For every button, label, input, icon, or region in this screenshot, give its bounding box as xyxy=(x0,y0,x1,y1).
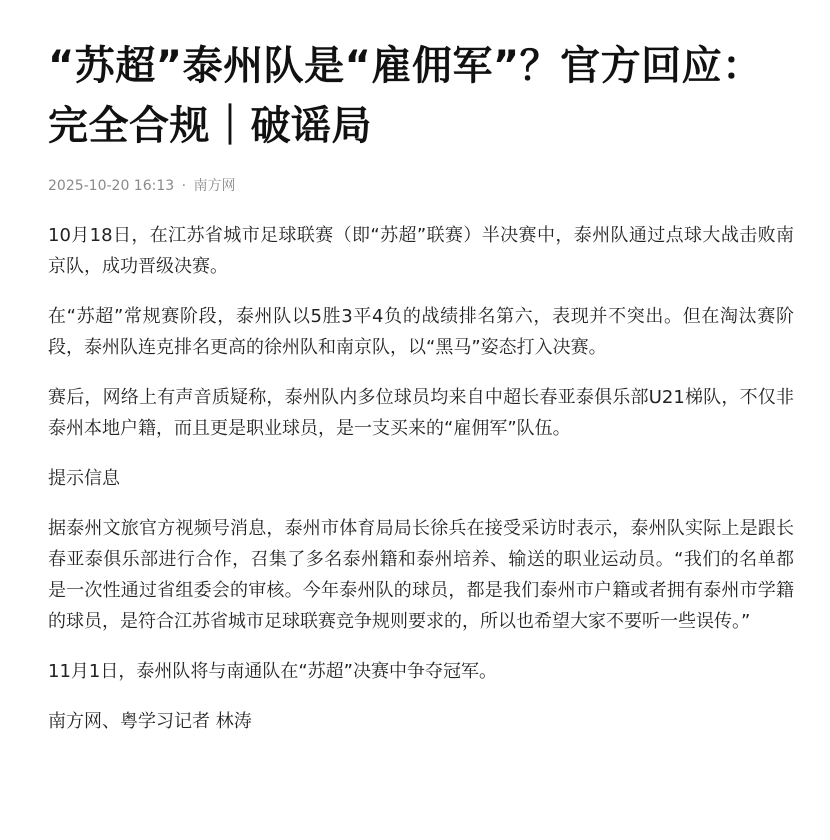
source-name: 南方网 xyxy=(193,178,236,194)
meta-separator: · xyxy=(181,178,187,194)
section-heading-notice: 提示信息 xyxy=(48,468,120,489)
paragraph-intro: 10月18日，在江苏省城市足球联赛（即“苏超”联赛）半决赛中，泰州队通过点球大战击败南京队，成功晋级决赛。 xyxy=(48,225,794,277)
byline: 南方网、粤学习记者 林涛 xyxy=(48,711,252,732)
publish-datetime: 2025-10-20 16:13 xyxy=(48,178,175,194)
paragraph-official-response: 据泰州文旅官方视频号消息，泰州市体育局局长徐兵在接受采访时表示，泰州队实际上是跟长春亚泰俱乐部进行合作，召集了多名泰州籍和泰州培养、输送的职业运动员。“我们的名单都是一次性通过省组委会的审核。今年泰州队的球员，都是我们泰州市户籍或者拥有泰州市学籍的球员，是符合江苏省城市足球联赛竞争规则要求的，所以也希望大家不要听一些误传。” xyxy=(48,518,794,632)
paragraph-allegation: 赛后，网络上有声音质疑称，泰州队内多位球员均来自中超长春亚泰俱乐部U21梯队，不仅非泰州本地户籍，而且更是职业球员，是一支买来的“雇佣军”队伍。 xyxy=(48,387,794,439)
article-body xyxy=(48,220,794,737)
article-title: “苏超”泰州队是“雇佣军”？官方回应：完全合规｜破谣局 xyxy=(48,43,763,149)
paragraph-final: 11月1日，泰州队将与南通队在“苏超”决赛中争夺冠军。 xyxy=(48,661,498,682)
article-meta xyxy=(48,176,794,196)
paragraph-regular-season: 在“苏超”常规赛阶段，泰州队以5胜3平4负的战绩排名第六，表现并不突出。但在淘汰赛阶段，泰州队连克排名更高的徐州队和南京队，以“黑马”姿态打入决赛。 xyxy=(48,306,794,358)
